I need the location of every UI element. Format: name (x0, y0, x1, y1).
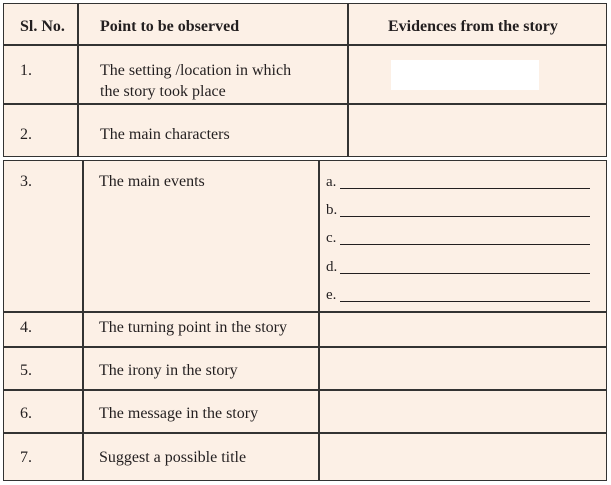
row-1-point-line-1: The setting /location in which (100, 62, 292, 79)
header-sl-no: Sl. No. (20, 18, 65, 35)
row-2-point: The main characters (100, 126, 230, 143)
row-7-number: 7. (20, 449, 32, 466)
row-divider (3, 389, 607, 391)
event-blank-e[interactable] (326, 286, 592, 304)
row-5-number: 5. (20, 362, 32, 379)
event-blank-label: e. (326, 287, 337, 303)
row-divider (3, 44, 607, 46)
answer-line (340, 301, 590, 302)
row-divider (3, 432, 607, 434)
event-blank-label: c. (326, 230, 337, 246)
row-1-point-line-2: the story took place (100, 83, 226, 100)
column-divider (347, 3, 349, 157)
row-3-number: 3. (20, 173, 32, 190)
event-blank-label: a. (326, 174, 337, 190)
answer-line (340, 188, 590, 189)
row-6-number: 6. (20, 405, 32, 422)
row-divider (3, 311, 607, 313)
event-blank-label: d. (326, 259, 338, 275)
row-7-point: Suggest a possible title (99, 449, 247, 466)
row-3-point: The main events (99, 173, 205, 190)
row-divider (3, 346, 607, 348)
row-1-answer-box[interactable] (391, 60, 539, 90)
row-divider (3, 103, 607, 105)
row-6-point: The message in the story (99, 405, 259, 422)
header-evidences: Evidences from the story (388, 18, 558, 35)
row-4-point: The turning point in the story (99, 319, 287, 336)
event-blank-d[interactable] (326, 258, 592, 276)
event-blank-label: b. (326, 202, 338, 218)
event-blank-a[interactable] (326, 173, 592, 191)
answer-line (340, 244, 590, 245)
answer-line (340, 273, 590, 274)
column-divider (77, 3, 79, 157)
event-blank-c[interactable] (326, 229, 592, 247)
row-1-number: 1. (20, 62, 32, 79)
answer-line (340, 216, 590, 217)
row-4-number: 4. (20, 319, 32, 336)
header-point-observed: Point to be observed (100, 18, 240, 35)
row-5-point: The irony in the story (99, 362, 238, 379)
event-blank-b[interactable] (326, 201, 592, 219)
row-2-number: 2. (20, 126, 32, 143)
